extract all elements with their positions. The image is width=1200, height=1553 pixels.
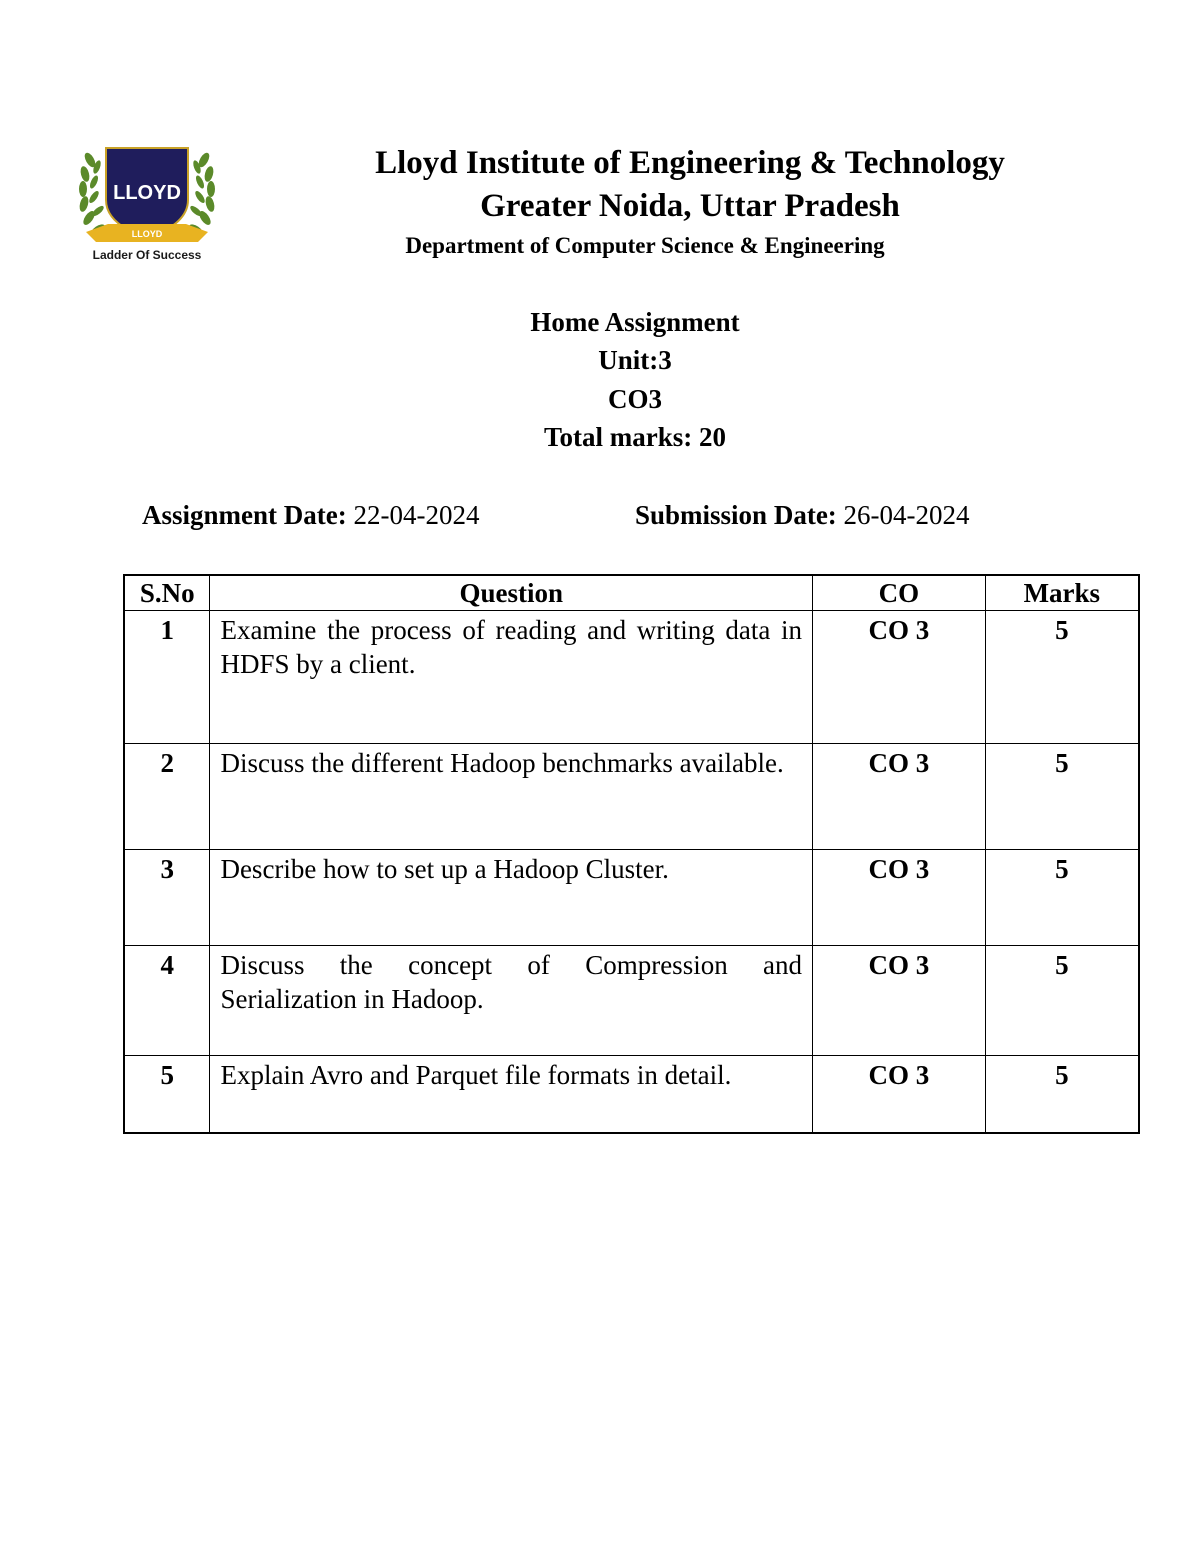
assignment-title: Home Assignment <box>530 307 740 337</box>
row-marks: 5 <box>985 744 1139 850</box>
question-table <box>123 574 1140 1134</box>
logo-ribbon-text: LLOYD <box>131 229 163 239</box>
row-co: CO 3 <box>813 744 986 850</box>
table-row <box>124 850 1139 946</box>
table-row <box>124 744 1139 850</box>
header-co: CO <box>813 575 986 611</box>
assignment-unit: Unit:3 <box>598 345 672 375</box>
logo-wordmark: LLOYD <box>113 182 181 204</box>
row-question: Explain Avro and Parquet file formats in detail. <box>210 1056 813 1133</box>
institute-name: Lloyd Institute of Engineering & Technology <box>375 145 1005 181</box>
row-sno: 5 <box>124 1056 210 1133</box>
submission-date <box>635 498 970 532</box>
laurel-shield-icon <box>76 140 218 250</box>
table-row <box>124 1056 1139 1133</box>
row-co: CO 3 <box>813 850 986 946</box>
row-marks: 5 <box>985 611 1139 744</box>
header-marks: Marks <box>985 575 1139 611</box>
row-sno: 2 <box>124 744 210 850</box>
row-marks: 5 <box>985 946 1139 1056</box>
table-row <box>124 611 1139 744</box>
row-question: Examine the process of reading and writing data in HDFS by a client. <box>210 611 813 744</box>
row-co: CO 3 <box>813 946 986 1056</box>
row-co: CO 3 <box>813 611 986 744</box>
row-marks: 5 <box>985 1056 1139 1133</box>
institute-logo <box>76 140 218 268</box>
row-question: Discuss the different Hadoop benchmarks available. <box>210 744 813 850</box>
submission-date-label: Submission Date: <box>635 500 837 530</box>
assignment-course-outcome: CO3 <box>608 384 662 414</box>
row-sno: 3 <box>124 850 210 946</box>
logo-caption: Ladder Of Success <box>92 248 202 262</box>
assignment-date <box>142 498 479 532</box>
department-name: Department of Computer Science & Engineering <box>405 233 885 258</box>
row-co: CO 3 <box>813 1056 986 1133</box>
assignment-date-label: Assignment Date: <box>142 500 347 530</box>
submission-date-value: 26-04-2024 <box>843 500 970 530</box>
table-header-row <box>124 575 1139 611</box>
institute-location: Greater Noida, Uttar Pradesh <box>480 188 900 224</box>
row-marks: 5 <box>985 850 1139 946</box>
assignment-total-marks: Total marks: 20 <box>543 422 726 452</box>
row-sno: 1 <box>124 611 210 744</box>
table-row <box>124 946 1139 1056</box>
row-question: Discuss the concept of Compression and Serialization in Hadoop. <box>210 946 813 1056</box>
header-sno: S.No <box>124 575 210 611</box>
header-question: Question <box>210 575 813 611</box>
row-question: Describe how to set up a Hadoop Cluster. <box>210 850 813 946</box>
assignment-date-value: 22-04-2024 <box>353 500 480 530</box>
row-sno: 4 <box>124 946 210 1056</box>
